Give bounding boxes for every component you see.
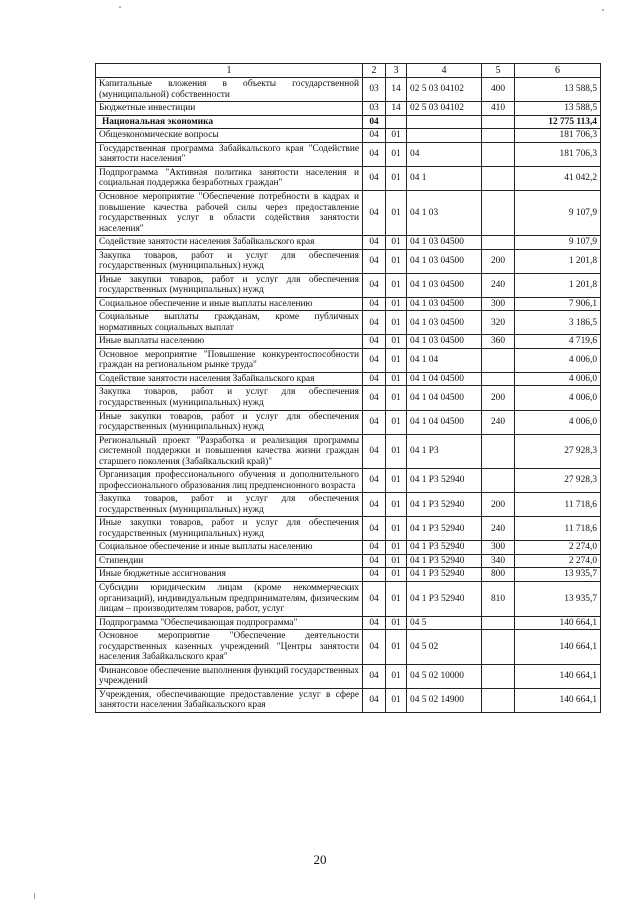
expense-type-cell	[482, 115, 515, 129]
subsection-code-cell: 14	[386, 102, 407, 116]
row-name-cell: Основное мероприятие "Обеспечение деятельности государственных казенных учреждений "Центры занятости населения Забайкальского края"	[96, 630, 363, 665]
table-row	[96, 166, 601, 190]
subsection-code-cell: 01	[386, 348, 407, 372]
subsection-code-cell: 01	[386, 434, 407, 469]
row-name-cell: Национальная экономика	[96, 115, 363, 129]
row-name-cell: Общеэкономические вопросы	[96, 129, 363, 143]
subsection-code-cell: 01	[386, 142, 407, 166]
scan-speck	[602, 9, 604, 11]
amount-cell: 13 588,5	[515, 102, 601, 116]
row-name-cell: Капитальные вложения в объекты государственной (муниципальной) собственности	[96, 78, 363, 102]
subsection-code-cell: 01	[386, 236, 407, 250]
target-article-cell	[407, 115, 482, 129]
expense-type-cell: 200	[482, 386, 515, 410]
subsection-code-cell: 01	[386, 386, 407, 410]
amount-cell: 4 006,0	[515, 386, 601, 410]
row-name-cell: Региональный проект "Разработка и реализация программы системной поддержки и повышения качества жизни граждан старшего поколения (Забайкальский край)"	[96, 434, 363, 469]
table-row	[96, 581, 601, 616]
amount-cell: 7 906,1	[515, 297, 601, 311]
subsection-code-cell: 01	[386, 297, 407, 311]
expense-type-cell	[482, 372, 515, 386]
expense-type-cell: 320	[482, 311, 515, 335]
expense-type-cell: 240	[482, 273, 515, 297]
expense-type-cell: 240	[482, 517, 515, 541]
amount-cell: 140 664,1	[515, 616, 601, 630]
expense-type-cell: 800	[482, 568, 515, 582]
section-code-cell: 04	[363, 493, 386, 517]
amount-cell: 12 775 113,4	[515, 115, 601, 129]
subsection-code-cell: 01	[386, 249, 407, 273]
expense-type-cell: 810	[482, 581, 515, 616]
scan-speck	[34, 893, 35, 899]
section-code-cell: 04	[363, 688, 386, 712]
table-row	[96, 616, 601, 630]
target-article-cell: 02 5 03 04102	[407, 78, 482, 102]
expense-type-cell	[482, 616, 515, 630]
expense-type-cell	[482, 348, 515, 372]
target-article-cell: 04 1 03 04500	[407, 273, 482, 297]
target-article-cell: 04 1 03	[407, 190, 482, 235]
amount-cell: 1 201,8	[515, 249, 601, 273]
row-name-cell: Стипендии	[96, 554, 363, 568]
row-name-cell: Иные бюджетные ассигнования	[96, 568, 363, 582]
table-row	[96, 517, 601, 541]
expense-type-cell: 300	[482, 541, 515, 555]
section-code-cell: 04	[363, 129, 386, 143]
table-row	[96, 297, 601, 311]
section-code-cell: 04	[363, 554, 386, 568]
table-row	[96, 142, 601, 166]
target-article-cell: 04 1 P3 52940	[407, 517, 482, 541]
subsection-code-cell: 01	[386, 688, 407, 712]
expense-type-cell: 200	[482, 249, 515, 273]
section-code-cell: 04	[363, 410, 386, 434]
target-article-cell: 04 1 P3 52940	[407, 568, 482, 582]
section-code-cell: 04	[363, 311, 386, 335]
table-row	[96, 236, 601, 250]
row-name-cell: Иные закупки товаров, работ и услуг для обеспечения государственных (муниципальных) нужд	[96, 273, 363, 297]
expense-type-cell: 200	[482, 493, 515, 517]
amount-cell: 181 706,3	[515, 142, 601, 166]
amount-cell: 140 664,1	[515, 688, 601, 712]
expense-type-cell	[482, 142, 515, 166]
amount-cell: 9 107,9	[515, 236, 601, 250]
subsection-code-cell: 01	[386, 630, 407, 665]
expense-type-cell: 300	[482, 297, 515, 311]
row-name-cell: Содействие занятости населения Забайкальского края	[96, 372, 363, 386]
row-name-cell: Закупка товаров, работ и услуг для обеспечения государственных (муниципальных) нужд	[96, 493, 363, 517]
target-article-cell: 04 5 02 10000	[407, 664, 482, 688]
column-header: 3	[386, 64, 407, 78]
subsection-code-cell: 14	[386, 78, 407, 102]
page-number: 20	[313, 852, 327, 867]
table-row	[96, 664, 601, 688]
table-body	[96, 78, 601, 713]
target-article-cell: 04 1 04	[407, 348, 482, 372]
subsection-code-cell: 01	[386, 664, 407, 688]
section-code-cell: 04	[363, 236, 386, 250]
row-name-cell: Подпрограмма "Обеспечивающая подпрограмма"	[96, 616, 363, 630]
section-code-cell: 04	[363, 115, 386, 129]
amount-cell: 41 042,2	[515, 166, 601, 190]
section-code-cell: 04	[363, 541, 386, 555]
expense-type-cell	[482, 236, 515, 250]
amount-cell: 4 006,0	[515, 348, 601, 372]
section-code-cell: 04	[363, 297, 386, 311]
amount-cell: 11 718,6	[515, 517, 601, 541]
expense-type-cell: 340	[482, 554, 515, 568]
table-row	[96, 335, 601, 349]
table-row	[96, 348, 601, 372]
subsection-code-cell: 01	[386, 616, 407, 630]
amount-cell: 1 201,8	[515, 273, 601, 297]
section-code-cell: 04	[363, 190, 386, 235]
row-name-cell: Содействие занятости населения Забайкальского края	[96, 236, 363, 250]
section-code-cell: 04	[363, 166, 386, 190]
expense-type-cell: 360	[482, 335, 515, 349]
section-code-cell: 04	[363, 335, 386, 349]
section-code-cell: 04	[363, 273, 386, 297]
column-header: 5	[482, 64, 515, 78]
subsection-code-cell: 01	[386, 568, 407, 582]
expense-type-cell: 240	[482, 410, 515, 434]
row-name-cell: Субсидии юридическим лицам (кроме некоммерческих организаций), индивидуальным предпринимателям, физическим лицам – производителям товаров, работ, услуг	[96, 581, 363, 616]
subsection-code-cell: 01	[386, 335, 407, 349]
target-article-cell: 04 5 02	[407, 630, 482, 665]
section-code-cell: 04	[363, 142, 386, 166]
amount-cell: 3 186,5	[515, 311, 601, 335]
table-row	[96, 386, 601, 410]
subsection-code-cell: 01	[386, 554, 407, 568]
section-code-cell: 04	[363, 372, 386, 386]
target-article-cell: 04 1 P3 52940	[407, 541, 482, 555]
subsection-code-cell: 01	[386, 493, 407, 517]
table-header-row	[96, 64, 601, 78]
target-article-cell: 04 1 03 04500	[407, 335, 482, 349]
amount-cell: 4 719,6	[515, 335, 601, 349]
subsection-code-cell: 01	[386, 190, 407, 235]
target-article-cell: 04 1 04 04500	[407, 386, 482, 410]
table-row	[96, 102, 601, 116]
table-row	[96, 554, 601, 568]
target-article-cell: 04 1 P3	[407, 434, 482, 469]
expense-type-cell	[482, 630, 515, 665]
amount-cell: 181 706,3	[515, 129, 601, 143]
table-row	[96, 568, 601, 582]
row-name-cell: Социальное обеспечение и иные выплаты населению	[96, 541, 363, 555]
row-name-cell: Иные закупки товаров, работ и услуг для обеспечения государственных (муниципальных) нужд	[96, 517, 363, 541]
amount-cell: 2 274,0	[515, 554, 601, 568]
subsection-code-cell: 01	[386, 469, 407, 493]
section-code-cell: 04	[363, 434, 386, 469]
target-article-cell	[407, 129, 482, 143]
target-article-cell: 02 5 03 04102	[407, 102, 482, 116]
target-article-cell: 04 1 03 04500	[407, 249, 482, 273]
table-row	[96, 630, 601, 665]
row-name-cell: Социальное обеспечение и иные выплаты населению	[96, 297, 363, 311]
table-row	[96, 541, 601, 555]
table-row	[96, 190, 601, 235]
section-code-cell: 04	[363, 630, 386, 665]
row-name-cell: Подпрограмма "Активная политика занятости населения и социальная поддержка безработных граждан"	[96, 166, 363, 190]
amount-cell: 4 006,0	[515, 372, 601, 386]
section-code-cell: 04	[363, 348, 386, 372]
expense-type-cell: 410	[482, 102, 515, 116]
row-name-cell: Социальные выплаты гражданам, кроме публичных нормативных социальных выплат	[96, 311, 363, 335]
row-name-cell: Закупка товаров, работ и услуг для обеспечения государственных (муниципальных) нужд	[96, 386, 363, 410]
expense-type-cell	[482, 664, 515, 688]
expense-type-cell	[482, 434, 515, 469]
amount-cell: 2 274,0	[515, 541, 601, 555]
budget-table	[95, 63, 601, 713]
table-row	[96, 115, 601, 129]
section-code-cell: 04	[363, 249, 386, 273]
subsection-code-cell: 01	[386, 372, 407, 386]
subsection-code-cell: 01	[386, 581, 407, 616]
section-code-cell: 04	[363, 386, 386, 410]
row-name-cell: Финансовое обеспечение выполнения функций государственных учреждений	[96, 664, 363, 688]
table-row	[96, 311, 601, 335]
table-row	[96, 410, 601, 434]
amount-cell: 11 718,6	[515, 493, 601, 517]
row-name-cell: Закупка товаров, работ и услуг для обеспечения государственных (муниципальных) нужд	[96, 249, 363, 273]
row-name-cell: Основное мероприятие "Повышение конкурентоспособности граждан на региональном рынке труда"	[96, 348, 363, 372]
amount-cell: 13 935,7	[515, 581, 601, 616]
target-article-cell: 04 1	[407, 166, 482, 190]
column-header: 2	[363, 64, 386, 78]
row-name-cell: Учреждения, обеспечивающие предоставление услуг в сфере занятости населения Забайкальского края	[96, 688, 363, 712]
table-row	[96, 129, 601, 143]
amount-cell: 27 928,3	[515, 434, 601, 469]
table-row	[96, 434, 601, 469]
table-row	[96, 372, 601, 386]
expense-type-cell: 400	[482, 78, 515, 102]
subsection-code-cell: 01	[386, 517, 407, 541]
subsection-code-cell: 01	[386, 273, 407, 297]
row-name-cell: Государственная программа Забайкальского края "Содействие занятости населения"	[96, 142, 363, 166]
scan-speck	[119, 6, 121, 8]
table-row	[96, 249, 601, 273]
expense-type-cell	[482, 190, 515, 235]
row-name-cell: Бюджетные инвестиции	[96, 102, 363, 116]
table-row	[96, 493, 601, 517]
amount-cell: 140 664,1	[515, 664, 601, 688]
table-row	[96, 688, 601, 712]
row-name-cell: Иные выплаты населению	[96, 335, 363, 349]
target-article-cell: 04 1 P3 52940	[407, 554, 482, 568]
target-article-cell: 04	[407, 142, 482, 166]
column-header: 4	[407, 64, 482, 78]
amount-cell: 27 928,3	[515, 469, 601, 493]
row-name-cell: Основное мероприятие "Обеспечение потребности в кадрах и повышение качества рабочей силы через предоставление государственных услуг в области содействия занятости населения"	[96, 190, 363, 235]
row-name-cell: Иные закупки товаров, работ и услуг для обеспечения государственных (муниципальных) нужд	[96, 410, 363, 434]
target-article-cell: 04 1 03 04500	[407, 297, 482, 311]
expense-type-cell	[482, 166, 515, 190]
column-header: 6	[515, 64, 601, 78]
amount-cell: 9 107,9	[515, 190, 601, 235]
section-code-cell: 03	[363, 78, 386, 102]
target-article-cell: 04 1 P3 52940	[407, 469, 482, 493]
target-article-cell: 04 1 P3 52940	[407, 581, 482, 616]
table-row	[96, 78, 601, 102]
section-code-cell: 04	[363, 517, 386, 541]
target-article-cell: 04 5 02 14900	[407, 688, 482, 712]
target-article-cell: 04 5	[407, 616, 482, 630]
section-code-cell: 04	[363, 664, 386, 688]
subsection-code-cell: 01	[386, 541, 407, 555]
target-article-cell: 04 1 03 04500	[407, 311, 482, 335]
subsection-code-cell: 01	[386, 311, 407, 335]
expense-type-cell	[482, 129, 515, 143]
target-article-cell: 04 1 03 04500	[407, 236, 482, 250]
target-article-cell: 04 1 04 04500	[407, 410, 482, 434]
section-code-cell: 03	[363, 102, 386, 116]
subsection-code-cell: 01	[386, 129, 407, 143]
expense-type-cell	[482, 469, 515, 493]
table-row	[96, 273, 601, 297]
section-code-cell: 04	[363, 616, 386, 630]
column-header: 1	[96, 64, 363, 78]
section-code-cell: 04	[363, 469, 386, 493]
row-name-cell: Организация профессионального обучения и дополнительного профессионального образования лиц предпенсионного возраста	[96, 469, 363, 493]
amount-cell: 4 006,0	[515, 410, 601, 434]
amount-cell: 140 664,1	[515, 630, 601, 665]
table-row	[96, 469, 601, 493]
target-article-cell: 04 1 P3 52940	[407, 493, 482, 517]
expense-type-cell	[482, 688, 515, 712]
section-code-cell: 04	[363, 568, 386, 582]
subsection-code-cell	[386, 115, 407, 129]
amount-cell: 13 588,5	[515, 78, 601, 102]
subsection-code-cell: 01	[386, 410, 407, 434]
subsection-code-cell: 01	[386, 166, 407, 190]
target-article-cell: 04 1 04 04500	[407, 372, 482, 386]
amount-cell: 13 935,7	[515, 568, 601, 582]
section-code-cell: 04	[363, 581, 386, 616]
